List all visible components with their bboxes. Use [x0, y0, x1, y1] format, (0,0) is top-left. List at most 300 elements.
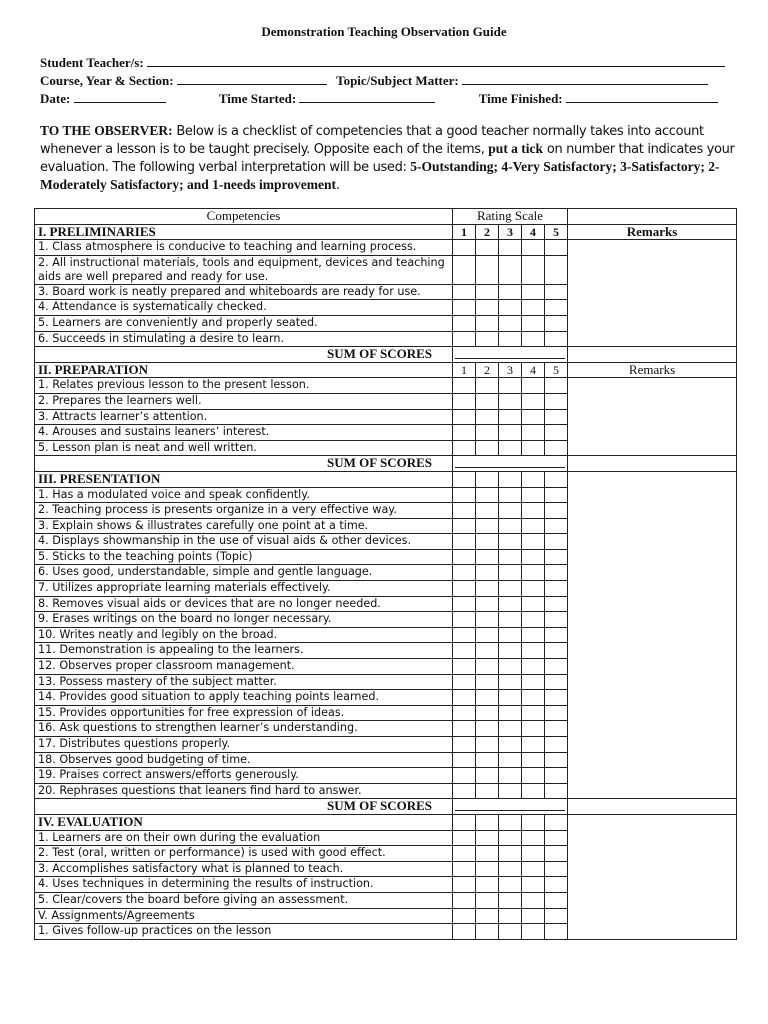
preparation-item-4-rating-3-cell[interactable] [499, 425, 522, 441]
presentation-item-7-rating-3-cell[interactable] [499, 581, 522, 597]
presentation-item-2: 2. Teaching process is presents organize in a very effective way. [35, 503, 453, 519]
presentation-item-7-rating-4-cell[interactable] [522, 581, 545, 597]
presentation-item-15-rating-1-cell[interactable] [453, 705, 476, 721]
instructions-end: . [335, 178, 340, 193]
preparation-item-5-rating-5-cell[interactable] [545, 440, 568, 456]
preparation-item-5-rating-2-cell[interactable] [476, 440, 499, 456]
instructions-text-1: Below is a checklist of competencies that a good teacher normally takes into account whenever a lesson is to be taught precisely. Opposite each of the items, [40, 124, 704, 157]
presentation-item-10: 10. Writes neatly and legibly on the broad. [35, 627, 453, 643]
presentation-item-15-rating-2-cell[interactable] [476, 705, 499, 721]
presentation-item-5-rating-2-cell[interactable] [476, 549, 499, 565]
presentation-item-11-rating-1-cell[interactable] [453, 643, 476, 659]
evaluation-item-2: 2. Test (oral, written or performance) is used with good effect. [35, 846, 453, 862]
student-teacher-label: Student Teacher/s: [40, 55, 144, 70]
presentation-item-16-rating-4-cell[interactable] [522, 721, 545, 737]
evaluation-item-2-rating-4-cell[interactable] [522, 846, 545, 862]
evaluation-item-2-rating-2-cell[interactable] [476, 846, 499, 862]
evaluation-header-row [35, 814, 737, 830]
preparation-item-2-rating-4-cell[interactable] [522, 393, 545, 409]
rating-scale-header: Rating Scale [453, 209, 568, 225]
preparation-item-3: 3. Attracts learner’s attention. [35, 409, 453, 425]
presentation-item-2-rating-5-cell[interactable] [545, 503, 568, 519]
presentation-item-12: 12. Observes proper classroom management. [35, 659, 453, 675]
preparation-scale-1: 1 [453, 362, 476, 378]
preliminaries-item-3-rating-3-cell[interactable] [499, 284, 522, 300]
presentation-item-20-rating-2-cell[interactable] [476, 783, 499, 799]
presentation-item-1-rating-2-cell[interactable] [476, 487, 499, 503]
time-started-label: Time Started: [218, 91, 297, 106]
presentation-item-20-rating-1-cell[interactable] [453, 783, 476, 799]
evaluation-item-5-rating-1-cell[interactable] [453, 892, 476, 908]
presentation-item-17-rating-5-cell[interactable] [545, 737, 568, 753]
presentation-item-12-rating-4-cell[interactable] [522, 659, 545, 675]
presentation-item-3-rating-4-cell[interactable] [522, 518, 545, 534]
evaluation-item-5-rating-4-cell[interactable] [522, 892, 545, 908]
evaluation-item-1-rating-3-cell[interactable] [499, 830, 522, 846]
preparation-sum-field[interactable] [453, 456, 568, 472]
preliminaries-item-3-rating-1-cell[interactable] [453, 284, 476, 300]
preliminaries-item-4-rating-2-cell[interactable] [476, 300, 499, 316]
presentation-item-13: 13. Possess mastery of the subject matter. [35, 674, 453, 690]
presentation-item-11-rating-5-cell[interactable] [545, 643, 568, 659]
course-label: Course, Year & Section: [40, 73, 174, 88]
preliminaries-scale-3: 3 [499, 224, 522, 240]
presentation-item-19-rating-3-cell[interactable] [499, 768, 522, 784]
presentation-item-11-rating-4-cell[interactable] [522, 643, 545, 659]
presentation-item-19-rating-5-cell[interactable] [545, 768, 568, 784]
preparation-remarks-cell[interactable] [568, 378, 737, 456]
presentation-item-13-rating-2-cell[interactable] [476, 674, 499, 690]
preparation-header-row [35, 362, 737, 378]
presentation-title-blank-5 [545, 471, 568, 487]
preparation-scale-3: 3 [499, 362, 522, 378]
presentation-item-5-rating-5-cell[interactable] [545, 549, 568, 565]
assignments-item-1: 1. Gives follow-up practices on the lesson [35, 924, 453, 940]
presentation-remarks-cell[interactable] [568, 471, 737, 798]
presentation-item-16-rating-3-cell[interactable] [499, 721, 522, 737]
evaluation-item-4-rating-1-cell[interactable] [453, 877, 476, 893]
preparation-item-5-rating-4-cell[interactable] [522, 440, 545, 456]
preliminaries-sum-row [35, 347, 737, 363]
table-row [35, 240, 737, 256]
preliminaries-item-1: 1. Class atmosphere is conducive to teaching and learning process. [35, 240, 453, 256]
evaluation-title-blank-4 [522, 814, 545, 830]
evaluation-item-4-rating-3-cell[interactable] [499, 877, 522, 893]
presentation-item-3: 3. Explain shows & illustrates carefully one point at a time. [35, 518, 453, 534]
presentation-item-15: 15. Provides opportunities for free expression of ideas. [35, 705, 453, 721]
presentation-item-12-rating-2-cell[interactable] [476, 659, 499, 675]
presentation-item-20-rating-4-cell[interactable] [522, 783, 545, 799]
preliminaries-item-5-rating-2-cell[interactable] [476, 315, 499, 331]
assignments-item-1-rating-2-cell[interactable] [476, 924, 499, 940]
evaluation-item-2-rating-5-cell[interactable] [545, 846, 568, 862]
evaluation-title-blank-5 [545, 814, 568, 830]
evaluation-item-5-rating-3-cell[interactable] [499, 892, 522, 908]
preliminaries-item-2-rating-5-cell[interactable] [545, 255, 568, 284]
presentation-item-6-rating-2-cell[interactable] [476, 565, 499, 581]
assignments-item-1-rating-3-cell[interactable] [499, 924, 522, 940]
preparation-item-3-rating-4-cell[interactable] [522, 409, 545, 425]
presentation-item-11: 11. Demonstration is appealing to the learners. [35, 643, 453, 659]
presentation-item-6-rating-4-cell[interactable] [522, 565, 545, 581]
presentation-item-12-rating-5-cell[interactable] [545, 659, 568, 675]
presentation-item-19-rating-1-cell[interactable] [453, 768, 476, 784]
preliminaries-item-1-rating-2-cell[interactable] [476, 240, 499, 256]
evaluation-item-1: 1. Learners are on their own during the evaluation [35, 830, 453, 846]
preparation-remarks-header: Remarks [568, 362, 737, 378]
presentation-item-3-rating-3-cell[interactable] [499, 518, 522, 534]
presentation-item-18: 18. Observes good budgeting of time. [35, 752, 453, 768]
presentation-item-2-rating-3-cell[interactable] [499, 503, 522, 519]
student-teacher-row [40, 54, 725, 71]
presentation-item-19-rating-2-cell[interactable] [476, 768, 499, 784]
presentation-item-2-rating-1-cell[interactable] [453, 503, 476, 519]
assignments-title-blank-2 [476, 908, 499, 924]
presentation-item-11-rating-2-cell[interactable] [476, 643, 499, 659]
preparation-item-1-rating-4-cell[interactable] [522, 378, 545, 394]
preliminaries-item-5: 5. Learners are conveniently and properly seated. [35, 315, 453, 331]
preparation-item-2-rating-2-cell[interactable] [476, 393, 499, 409]
preliminaries-item-6-rating-4-cell[interactable] [522, 331, 545, 347]
presentation-header-row [35, 471, 737, 487]
competencies-table [34, 208, 737, 940]
presentation-item-14-rating-4-cell[interactable] [522, 690, 545, 706]
presentation-item-1-rating-5-cell[interactable] [545, 487, 568, 503]
preparation-item-1: 1. Relates previous lesson to the present lesson. [35, 378, 453, 394]
presentation-item-8-rating-3-cell[interactable] [499, 596, 522, 612]
presentation-item-14-rating-5-cell[interactable] [545, 690, 568, 706]
presentation-item-13-rating-5-cell[interactable] [545, 674, 568, 690]
preliminaries-scale-5: 5 [545, 224, 568, 240]
presentation-sum-label: SUM OF SCORES [35, 799, 453, 815]
preliminaries-remarks-header: Remarks [568, 224, 737, 240]
presentation-item-3-rating-5-cell[interactable] [545, 518, 568, 534]
presentation-item-2-rating-4-cell[interactable] [522, 503, 545, 519]
presentation-item-7-rating-5-cell[interactable] [545, 581, 568, 597]
presentation-item-15-rating-4-cell[interactable] [522, 705, 545, 721]
preliminaries-sum-label: SUM OF SCORES [35, 347, 453, 363]
presentation-sum-field[interactable] [453, 799, 568, 815]
preliminaries-title: I. PRELIMINARIES [35, 224, 453, 240]
evaluation-item-5: 5. Clear/covers the board before giving an assessment. [35, 892, 453, 908]
preparation-item-4: 4. Arouses and sustains leaners’ interest. [35, 425, 453, 441]
topic-field[interactable] [462, 72, 708, 85]
preliminaries-item-1-rating-4-cell[interactable] [522, 240, 545, 256]
preparation-scale-5: 5 [545, 362, 568, 378]
evaluation-item-4-rating-4-cell[interactable] [522, 877, 545, 893]
assignments-title: V. Assignments/Agreements [35, 908, 453, 924]
presentation-item-18-rating-4-cell[interactable] [522, 752, 545, 768]
preliminaries-item-3-rating-2-cell[interactable] [476, 284, 499, 300]
presentation-item-7-rating-2-cell[interactable] [476, 581, 499, 597]
preliminaries-item-5-rating-1-cell[interactable] [453, 315, 476, 331]
evaluation-remarks-cell[interactable] [568, 814, 737, 939]
preliminaries-scale-2: 2 [476, 224, 499, 240]
preliminaries-item-2-rating-2-cell[interactable] [476, 255, 499, 284]
preliminaries-item-6-rating-1-cell[interactable] [453, 331, 476, 347]
presentation-item-8-rating-1-cell[interactable] [453, 596, 476, 612]
presentation-item-4-rating-2-cell[interactable] [476, 534, 499, 550]
evaluation-item-3: 3. Accomplishes satisfactory what is planned to teach. [35, 861, 453, 877]
preparation-sum-line [455, 467, 565, 468]
competencies-header: Competencies [35, 209, 453, 225]
presentation-item-11-rating-3-cell[interactable] [499, 643, 522, 659]
preparation-item-5-rating-1-cell[interactable] [453, 440, 476, 456]
evaluation-item-3-rating-4-cell[interactable] [522, 861, 545, 877]
preparation-scale-2: 2 [476, 362, 499, 378]
preliminaries-sum-field[interactable] [453, 347, 568, 363]
presentation-item-6-rating-1-cell[interactable] [453, 565, 476, 581]
preparation-sum-row [35, 456, 737, 472]
presentation-title: III. PRESENTATION [35, 471, 453, 487]
document-title: Demonstration Teaching Observation Guide [261, 24, 507, 39]
preparation-item-3-rating-3-cell[interactable] [499, 409, 522, 425]
course-field[interactable] [177, 72, 327, 85]
preliminaries-item-6-rating-3-cell[interactable] [499, 331, 522, 347]
preliminaries-item-3-rating-4-cell[interactable] [522, 284, 545, 300]
presentation-item-16-rating-2-cell[interactable] [476, 721, 499, 737]
preparation-item-2-rating-3-cell[interactable] [499, 393, 522, 409]
instructions-lead: TO THE OBSERVER: [40, 123, 173, 138]
time-started-field[interactable] [299, 90, 435, 103]
preparation-item-2-rating-1-cell[interactable] [453, 393, 476, 409]
presentation-item-5: 5. Sticks to the teaching points (Topic) [35, 549, 453, 565]
presentation-item-19-rating-4-cell[interactable] [522, 768, 545, 784]
preparation-item-5-rating-3-cell[interactable] [499, 440, 522, 456]
assignments-item-1-rating-4-cell[interactable] [522, 924, 545, 940]
preliminaries-item-5-rating-3-cell[interactable] [499, 315, 522, 331]
presentation-item-14-rating-2-cell[interactable] [476, 690, 499, 706]
preliminaries-item-4-rating-4-cell[interactable] [522, 300, 545, 316]
preliminaries-item-4: 4. Attendance is systematically checked. [35, 300, 453, 316]
evaluation-item-3-rating-2-cell[interactable] [476, 861, 499, 877]
presentation-item-15-rating-5-cell[interactable] [545, 705, 568, 721]
preliminaries-item-3-rating-5-cell[interactable] [545, 284, 568, 300]
presentation-sum-remarks-cell [568, 799, 737, 815]
presentation-title-blank-1 [453, 471, 476, 487]
presentation-item-9-rating-3-cell[interactable] [499, 612, 522, 628]
presentation-item-1-rating-4-cell[interactable] [522, 487, 545, 503]
presentation-item-1: 1. Has a modulated voice and speak confidently. [35, 487, 453, 503]
evaluation-item-3-rating-3-cell[interactable] [499, 861, 522, 877]
presentation-item-18-rating-2-cell[interactable] [476, 752, 499, 768]
preparation-item-1-rating-2-cell[interactable] [476, 378, 499, 394]
assignments-title-blank-3 [499, 908, 522, 924]
presentation-item-9-rating-2-cell[interactable] [476, 612, 499, 628]
evaluation-item-1-rating-5-cell[interactable] [545, 830, 568, 846]
preliminaries-item-1-rating-1-cell[interactable] [453, 240, 476, 256]
presentation-item-14: 14. Provides good situation to apply teaching points learned. [35, 690, 453, 706]
presentation-item-16: 16. Ask questions to strengthen learner’s understanding. [35, 721, 453, 737]
preparation-item-1-rating-5-cell[interactable] [545, 378, 568, 394]
preparation-item-2-rating-5-cell[interactable] [545, 393, 568, 409]
preliminaries-remarks-cell[interactable] [568, 240, 737, 347]
presentation-item-6-rating-5-cell[interactable] [545, 565, 568, 581]
assignments-title-blank-4 [522, 908, 545, 924]
presentation-item-4-rating-4-cell[interactable] [522, 534, 545, 550]
preliminaries-header-row [35, 224, 737, 240]
presentation-sum-line [455, 810, 565, 811]
evaluation-item-5-rating-2-cell[interactable] [476, 892, 499, 908]
preparation-item-3-rating-1-cell[interactable] [453, 409, 476, 425]
preliminaries-item-5-rating-4-cell[interactable] [522, 315, 545, 331]
table-header-row [35, 209, 737, 225]
evaluation-item-4-rating-5-cell[interactable] [545, 877, 568, 893]
preparation-item-3-rating-2-cell[interactable] [476, 409, 499, 425]
assignments-item-1-rating-1-cell[interactable] [453, 924, 476, 940]
preparation-item-4-rating-2-cell[interactable] [476, 425, 499, 441]
presentation-item-20: 20. Rephrases questions that leaners find hard to answer. [35, 783, 453, 799]
preliminaries-sum-remarks-cell [568, 347, 737, 363]
presentation-item-17-rating-2-cell[interactable] [476, 737, 499, 753]
preliminaries-item-2: 2. All instructional materials, tools and equipment, devices and teaching aids are well prepared and ready for use. [35, 255, 453, 284]
presentation-item-5-rating-1-cell[interactable] [453, 549, 476, 565]
evaluation-item-5-rating-5-cell[interactable] [545, 892, 568, 908]
preparation-item-4-rating-5-cell[interactable] [545, 425, 568, 441]
evaluation-item-1-rating-2-cell[interactable] [476, 830, 499, 846]
evaluation-item-3-rating-5-cell[interactable] [545, 861, 568, 877]
preparation-sum-remarks-cell [568, 456, 737, 472]
date-field[interactable] [74, 90, 166, 103]
presentation-item-12-rating-3-cell[interactable] [499, 659, 522, 675]
presentation-item-6: 6. Uses good, understandable, simple and gentle language. [35, 565, 453, 581]
presentation-item-6-rating-3-cell[interactable] [499, 565, 522, 581]
presentation-item-15-rating-3-cell[interactable] [499, 705, 522, 721]
presentation-item-7-rating-1-cell[interactable] [453, 581, 476, 597]
preliminaries-item-6: 6. Succeeds in stimulating a desire to learn. [35, 331, 453, 347]
preparation-item-1-rating-1-cell[interactable] [453, 378, 476, 394]
presentation-item-7: 7. Utilizes appropriate learning materials effectively. [35, 581, 453, 597]
presentation-item-10-rating-4-cell[interactable] [522, 627, 545, 643]
topic-label: Topic/Subject Matter: [336, 73, 459, 88]
presentation-item-9-rating-5-cell[interactable] [545, 612, 568, 628]
presentation-item-13-rating-3-cell[interactable] [499, 674, 522, 690]
preliminaries-item-3: 3. Board work is neatly prepared and whiteboards are ready for use. [35, 284, 453, 300]
presentation-item-8-rating-2-cell[interactable] [476, 596, 499, 612]
presentation-item-14-rating-1-cell[interactable] [453, 690, 476, 706]
presentation-item-10-rating-1-cell[interactable] [453, 627, 476, 643]
presentation-item-19: 19. Praises correct answers/efforts generously. [35, 768, 453, 784]
presentation-item-18-rating-1-cell[interactable] [453, 752, 476, 768]
evaluation-item-2-rating-1-cell[interactable] [453, 846, 476, 862]
preliminaries-item-1-rating-5-cell[interactable] [545, 240, 568, 256]
preliminaries-item-6-rating-2-cell[interactable] [476, 331, 499, 347]
presentation-item-9-rating-4-cell[interactable] [522, 612, 545, 628]
presentation-item-8-rating-5-cell[interactable] [545, 596, 568, 612]
presentation-item-5-rating-3-cell[interactable] [499, 549, 522, 565]
assignments-item-1-rating-5-cell[interactable] [545, 924, 568, 940]
presentation-item-10-rating-5-cell[interactable] [545, 627, 568, 643]
presentation-item-3-rating-1-cell[interactable] [453, 518, 476, 534]
presentation-item-10-rating-2-cell[interactable] [476, 627, 499, 643]
time-finished-field[interactable] [566, 90, 718, 103]
presentation-item-17-rating-3-cell[interactable] [499, 737, 522, 753]
preliminaries-item-5-rating-5-cell[interactable] [545, 315, 568, 331]
presentation-item-4-rating-1-cell[interactable] [453, 534, 476, 550]
instructions-scale: 5-Outstanding; 4-Very Satisfactory; 3-Satisfactory; 2-Moderately Satisfactory; and 1-needs improvement [40, 159, 720, 192]
date-label: Date: [40, 91, 71, 106]
assignments-title-blank-1 [453, 908, 476, 924]
preliminaries-item-2-rating-3-cell[interactable] [499, 255, 522, 284]
preparation-scale-4: 4 [522, 362, 545, 378]
preparation-item-2: 2. Prepares the learners well. [35, 393, 453, 409]
preliminaries-item-6-rating-5-cell[interactable] [545, 331, 568, 347]
evaluation-title-blank-3 [499, 814, 522, 830]
preliminaries-sum-line [455, 358, 565, 359]
evaluation-item-1-rating-1-cell[interactable] [453, 830, 476, 846]
preparation-item-4-rating-4-cell[interactable] [522, 425, 545, 441]
preparation-title: II. PREPARATION [35, 362, 453, 378]
preparation-item-4-rating-1-cell[interactable] [453, 425, 476, 441]
presentation-item-8-rating-4-cell[interactable] [522, 596, 545, 612]
date-row [40, 90, 718, 107]
preparation-sum-label: SUM OF SCORES [35, 456, 453, 472]
preliminaries-item-2-rating-4-cell[interactable] [522, 255, 545, 284]
presentation-item-16-rating-5-cell[interactable] [545, 721, 568, 737]
course-row [40, 72, 708, 89]
presentation-item-9-rating-1-cell[interactable] [453, 612, 476, 628]
presentation-item-3-rating-2-cell[interactable] [476, 518, 499, 534]
presentation-item-12-rating-1-cell[interactable] [453, 659, 476, 675]
presentation-item-18-rating-5-cell[interactable] [545, 752, 568, 768]
presentation-item-4-rating-5-cell[interactable] [545, 534, 568, 550]
presentation-item-5-rating-4-cell[interactable] [522, 549, 545, 565]
presentation-title-blank-2 [476, 471, 499, 487]
presentation-item-13-rating-4-cell[interactable] [522, 674, 545, 690]
presentation-item-13-rating-1-cell[interactable] [453, 674, 476, 690]
presentation-item-18-rating-3-cell[interactable] [499, 752, 522, 768]
presentation-item-8: 8. Removes visual aids or devices that are no longer needed. [35, 596, 453, 612]
evaluation-item-3-rating-1-cell[interactable] [453, 861, 476, 877]
preparation-item-1-rating-3-cell[interactable] [499, 378, 522, 394]
presentation-item-4: 4. Displays showmanship in the use of visual aids & other devices. [35, 534, 453, 550]
instructions-bold-1: put a tick [488, 141, 544, 156]
presentation-item-1-rating-1-cell[interactable] [453, 487, 476, 503]
presentation-item-16-rating-1-cell[interactable] [453, 721, 476, 737]
student-teacher-field[interactable] [147, 54, 725, 67]
presentation-title-blank-4 [522, 471, 545, 487]
presentation-item-14-rating-3-cell[interactable] [499, 690, 522, 706]
preliminaries-item-4-rating-1-cell[interactable] [453, 300, 476, 316]
presentation-item-1-rating-3-cell[interactable] [499, 487, 522, 503]
observer-instructions [40, 122, 740, 194]
presentation-item-20-rating-3-cell[interactable] [499, 783, 522, 799]
presentation-item-2-rating-2-cell[interactable] [476, 503, 499, 519]
presentation-item-10-rating-3-cell[interactable] [499, 627, 522, 643]
presentation-item-20-rating-5-cell[interactable] [545, 783, 568, 799]
evaluation-item-1-rating-4-cell[interactable] [522, 830, 545, 846]
presentation-sum-row [35, 799, 737, 815]
presentation-item-17: 17. Distributes questions properly. [35, 737, 453, 753]
evaluation-title-blank-1 [453, 814, 476, 830]
presentation-item-17-rating-1-cell[interactable] [453, 737, 476, 753]
preliminaries-item-1-rating-3-cell[interactable] [499, 240, 522, 256]
assignments-title-blank-5 [545, 908, 568, 924]
table-row [35, 378, 737, 394]
preparation-item-3-rating-5-cell[interactable] [545, 409, 568, 425]
evaluation-item-2-rating-3-cell[interactable] [499, 846, 522, 862]
instructions-text-2: on number that indicates your evaluation. The following verbal interpretation will be used: [40, 142, 735, 175]
preliminaries-item-4-rating-3-cell[interactable] [499, 300, 522, 316]
preliminaries-scale-1: 1 [453, 224, 476, 240]
presentation-item-4-rating-3-cell[interactable] [499, 534, 522, 550]
preliminaries-item-4-rating-5-cell[interactable] [545, 300, 568, 316]
preliminaries-item-2-rating-1-cell[interactable] [453, 255, 476, 284]
time-finished-label: Time Finished: [478, 91, 563, 106]
evaluation-item-4-rating-2-cell[interactable] [476, 877, 499, 893]
presentation-item-17-rating-4-cell[interactable] [522, 737, 545, 753]
evaluation-title-blank-2 [476, 814, 499, 830]
